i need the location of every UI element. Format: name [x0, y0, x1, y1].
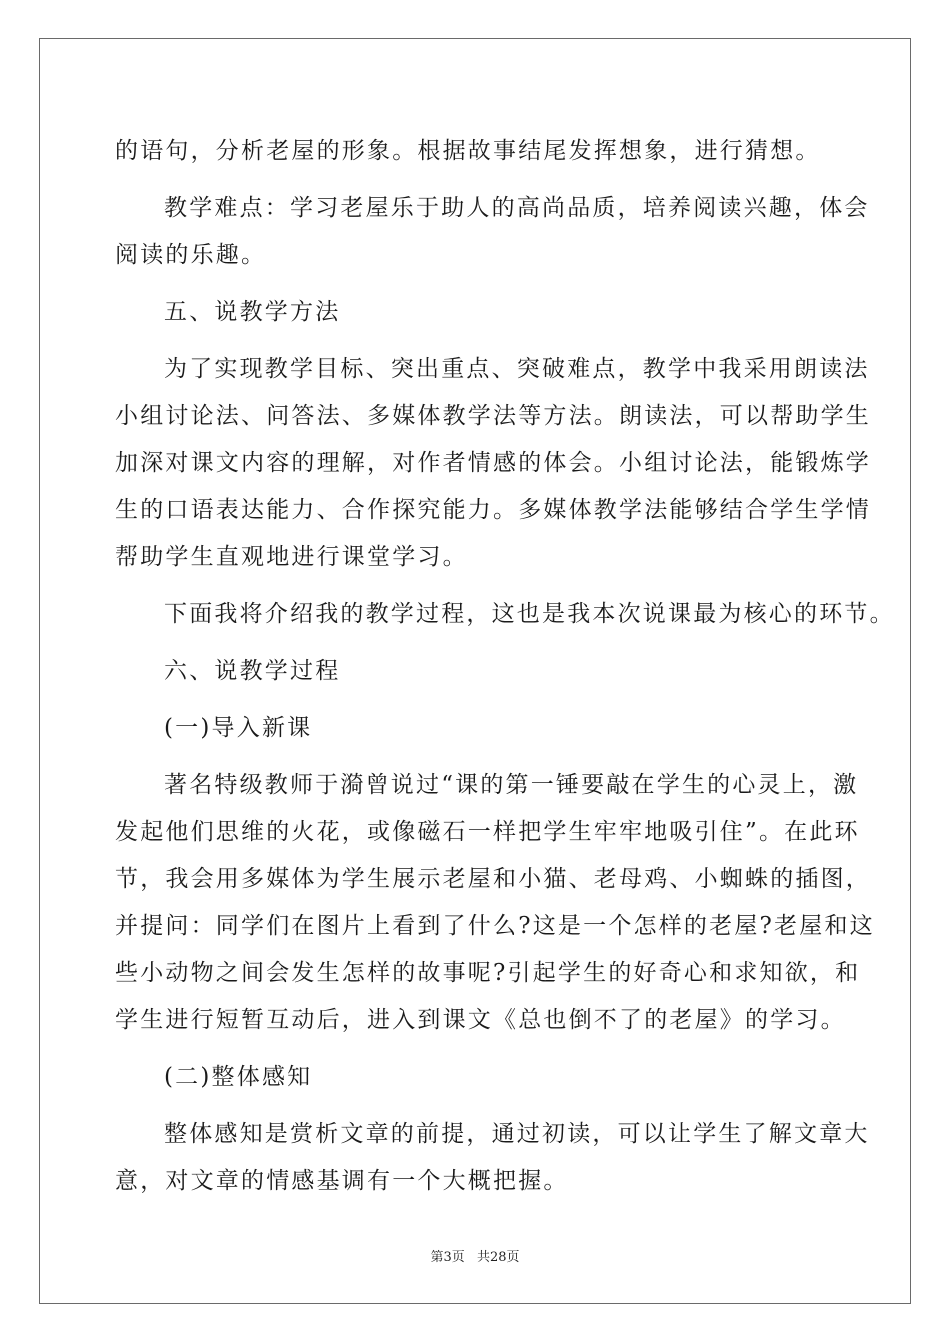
text-line: 下面我将介绍我的教学过程，这也是我本次说课最为核心的环节。 [164, 601, 895, 627]
text-line: 发起他们思维的火花，或像磁石一样把学生牢牢地吸引住”。在此环 [115, 819, 860, 845]
text-line: 阅读的乐趣。 [115, 242, 267, 268]
text-line: 生的口语表达能力、合作探究能力。多媒体教学法能够结合学生学情 [115, 497, 871, 523]
paragraph [115, 648, 845, 695]
text-line: 六、说教学过程 [164, 658, 341, 684]
page-number: 第3页 [430, 1250, 465, 1265]
document-body [115, 128, 895, 1205]
paragraph [115, 1054, 845, 1101]
text-line: 五、说教学方法 [164, 299, 341, 325]
page-total: 共28页 [476, 1250, 520, 1265]
paragraph [115, 1111, 870, 1205]
text-line: 为了实现教学目标、突出重点、突破难点，教学中我采用朗读法 [164, 356, 870, 382]
text-line: 意，对文章的情感基调有一个大概把握。 [115, 1168, 569, 1194]
text-line: 的语句，分析老屋的形象。根据故事结尾发挥想象，进行猜想。 [115, 138, 821, 164]
text-line: 些小动物之间会发生怎样的故事呢?引起学生的好奇心和求知欲，和 [115, 960, 861, 986]
text-line: (一)导入新课 [164, 715, 313, 741]
paragraph [115, 128, 845, 175]
paragraph [115, 185, 870, 279]
paragraph [115, 346, 871, 581]
page-footer [0, 1246, 950, 1265]
text-line: 教学难点：学习老屋乐于助人的高尚品质，培养阅读兴趣，体会 [164, 195, 870, 221]
text-line: 小组讨论法、问答法、多媒体教学法等方法。朗读法，可以帮助学生 [115, 403, 871, 429]
text-line: 加深对课文内容的理解，对作者情感的体会。小组讨论法，能锻炼学 [115, 450, 871, 476]
paragraph [115, 591, 895, 638]
paragraph [115, 762, 875, 1044]
text-line: 著名特级教师于漪曾说过“课的第一锤要敲在学生的心灵上，激 [164, 772, 859, 798]
paragraph [115, 289, 845, 336]
text-line: 节，我会用多媒体为学生展示老屋和小猫、老母鸡、小蜘蛛的插图， [115, 866, 871, 892]
text-line: 帮助学生直观地进行课堂学习。 [115, 544, 468, 570]
text-line: (二)整体感知 [164, 1064, 313, 1090]
text-line: 整体感知是赏析文章的前提，通过初读，可以让学生了解文章大 [164, 1121, 870, 1147]
text-line: 并提问：同学们在图片上看到了什么?这是一个怎样的老屋?老屋和这 [115, 913, 875, 939]
text-line: 学生进行短暂互动后，进入到课文《总也倒不了的老屋》的学习。 [115, 1007, 846, 1033]
paragraph [115, 705, 845, 752]
